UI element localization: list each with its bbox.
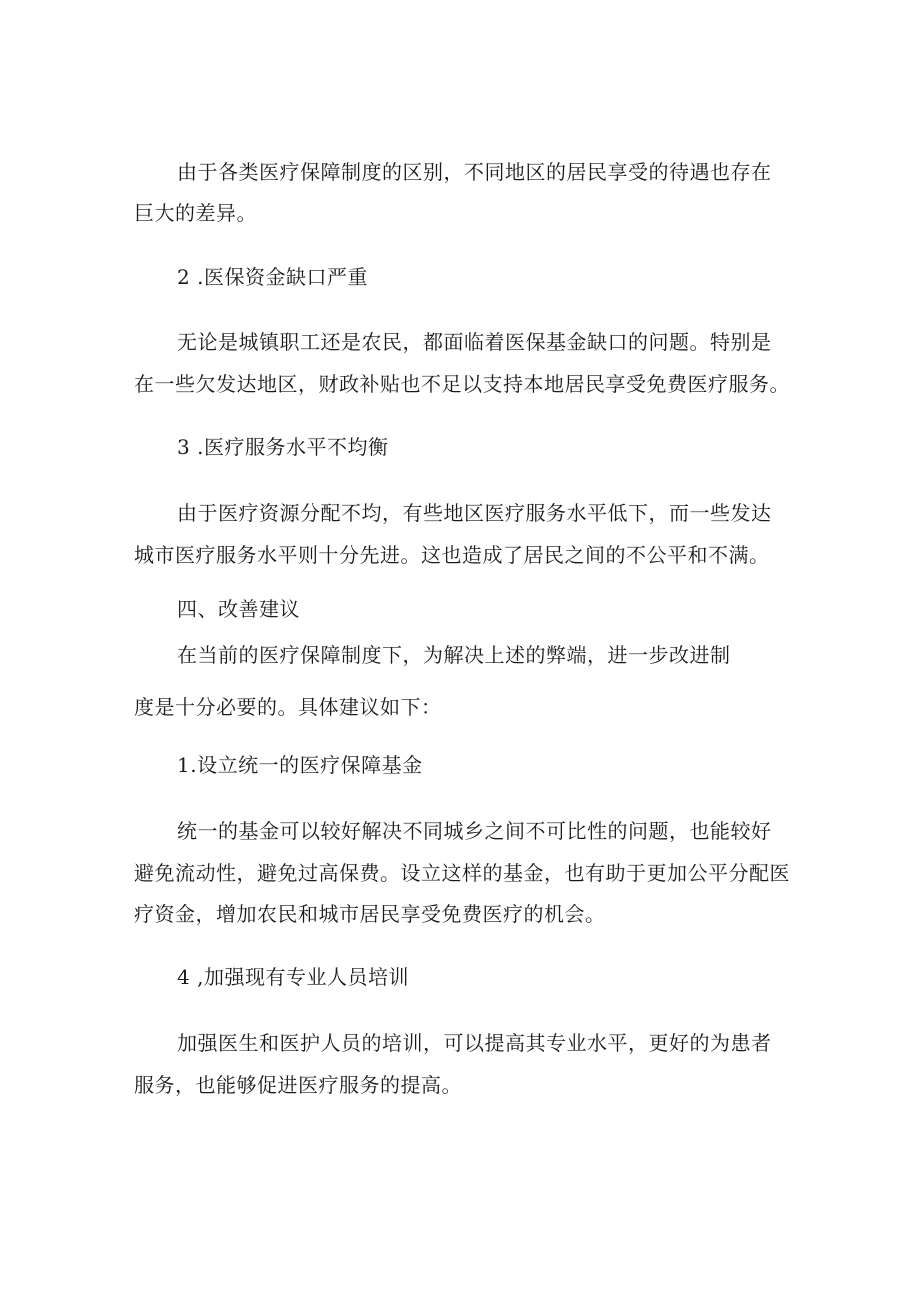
paragraph-line: 在当前的医疗保障制度下，为解决上述的弊端，进一步改进制 bbox=[177, 643, 731, 667]
subheading-service-imbalance: 3 .医疗服务水平不均衡 bbox=[177, 435, 389, 459]
section-heading-improvement: 四、改善建议 bbox=[177, 597, 300, 621]
subheading-unified-fund: 1.设立统一的医疗保障基金 bbox=[177, 753, 423, 777]
paragraph-line: 巨大的差异。 bbox=[134, 201, 257, 225]
paragraph-line: 加强医生和医护人员的培训，可以提高其专业水平，更好的为患者 bbox=[177, 1031, 772, 1055]
paragraph-line: 疗资金，增加农民和城市居民享受免费医疗的机会。 bbox=[134, 902, 606, 926]
paragraph-line: 服务，也能够促进医疗服务的提高。 bbox=[134, 1073, 462, 1097]
paragraph-line: 由于各类医疗保障制度的区别，不同地区的居民享受的待遇也存在 bbox=[177, 160, 772, 184]
paragraph-line: 度是十分必要的。具体建议如下： bbox=[134, 695, 442, 719]
paragraph-line: 统一的基金可以较好解决不同城乡之间不可比性的问题，也能较好 bbox=[177, 819, 772, 843]
paragraph-line: 无论是城镇职工还是农民，都面临着医保基金缺口的问题。特别是 bbox=[177, 330, 772, 354]
paragraph-line: 在一些欠发达地区，财政补贴也不足以支持本地居民享受免费医疗服务。 bbox=[134, 372, 790, 396]
paragraph-line: 避免流动性，避免过高保费。设立这样的基金，也有助于更加公平分配医 bbox=[134, 861, 790, 885]
subheading-staff-training: 4 ,加强现有专业人员培训 bbox=[177, 965, 409, 989]
paragraph-line: 城市医疗服务水平则十分先进。这也造成了居民之间的不公平和不满。 bbox=[134, 543, 770, 567]
subheading-medical-fund-gap: 2 .医保资金缺口严重 bbox=[177, 265, 368, 289]
paragraph-line: 由于医疗资源分配不均，有些地区医疗服务水平低下，而一些发达 bbox=[177, 501, 772, 525]
